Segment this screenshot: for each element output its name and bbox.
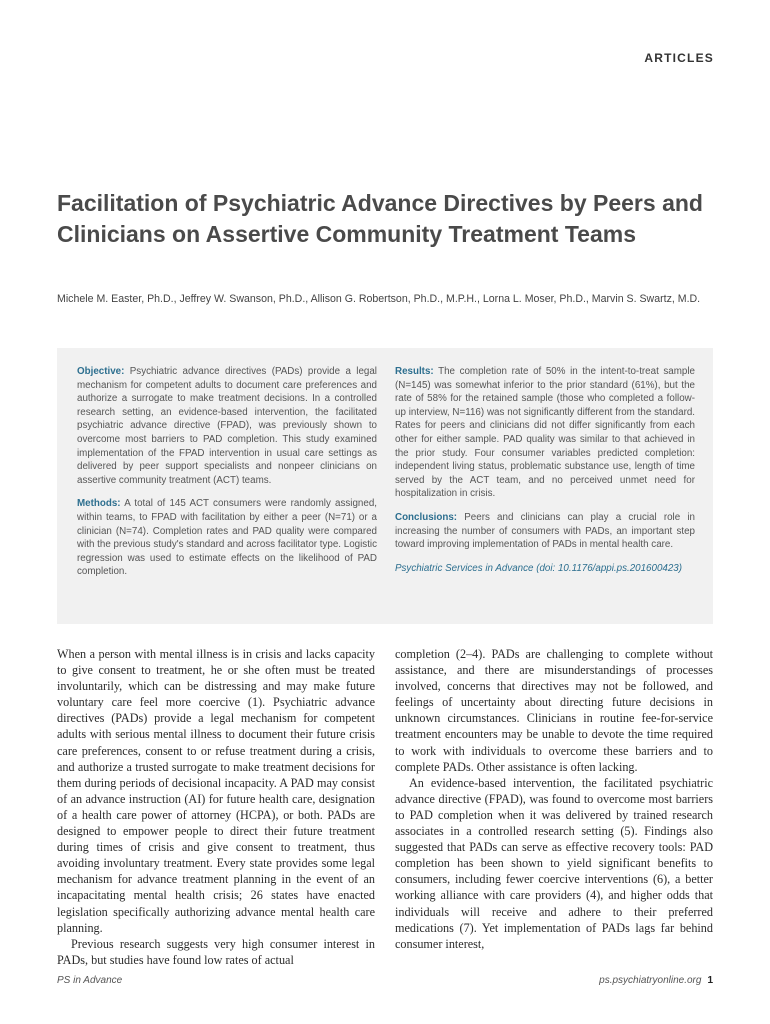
abstract-citation: Psychiatric Services in Advance (doi: 10.1176/appi.ps.201600423) xyxy=(395,562,683,574)
body-paragraph: completion (2–4). PADs are challenging to complete without assistance, and there are misunderstandings of processes involved, concerns that directives may not be followed, and feelings of uncertainty about directing future decisions in unknown circumstances. Clinicians in routine fee-for-service treatment encounters may be unable to devote the time required to work with individuals to overcome these barriers and to complete PADs. Other assistance is often lacking. xyxy=(395,647,713,774)
footer-right xyxy=(599,975,713,986)
abstract-box xyxy=(57,348,713,624)
abstract-results xyxy=(395,365,695,501)
body-right-column xyxy=(395,646,713,952)
objective-text: Psychiatric advance directives (PADs) provide a legal mechanism for competent adults to document care preferences and authorize a surrogate to make treatment decisions. In a controlled research setting, an evidence-based intervention, the facilitated psychiatric advance directive (FPAD), was previously shown to overcome most barriers to PAD completion. This study examined implementation of the FPAD intervention in usual care settings as delivered by peer support specialists and nonpeer clinicians on assertive community treatment (ACT) teams. xyxy=(77,366,377,486)
footer-journal: PS in Advance xyxy=(57,975,123,986)
author-list: Michele M. Easter, Ph.D., Jeffrey W. Swanson, Ph.D., Allison G. Robertson, Ph.D., M.P.H., Lorna L. Moser, Ph.D., Marvin S. Swartz, M.D. xyxy=(57,293,701,305)
body-paragraph: An evidence-based intervention, the facilitated psychiatric advance directive (FPAD), was found to overcome most barriers to PAD completion when it was delivered by trained research associates in a controlled research setting (5). Findings also suggested that PADs can serve as effective recovery tools: PAD completion has been shown to yield significant benefits to consumers, including fewer coercive interventions (6), a better working alliance with care providers (4), and higher odds that individuals will receive and adhere to their preferred medications (7). Yet implementation of PADs lags far behind consumer interest, xyxy=(395,775,713,951)
footer-url[interactable]: ps.psychiatryonline.org xyxy=(599,975,702,986)
abstract-methods xyxy=(77,497,377,579)
body-left-column xyxy=(57,646,375,968)
body-paragraph: When a person with mental illness is in crisis and lacks capacity to give consent to treatment, he or she often must be treated involuntarily, which can be distressing and may make future voluntary care feel more coercive (1). Psychiatric advance directives (PADs) provide a legal mechanism for competent adults with serious mental illness to document their future crisis care preferences, consent to or refuse treatment during a crisis, and authorize a trusted surrogate to make treatment decisions for them during periods of decisional incapacity. A PAD may consist of an advance instruction (AI) for future health care, designation of a health care power of attorney (HCPA), or both. PADs are designed to empower people to direct their future treatment during times of crisis and give consent to treatment, thus avoiding involuntary treatment. Every state provides some legal mechanism for advance treatment planning in the event of an incapacitating mental health crisis; 26 states have enacted legislation specifically authorizing advance mental health care planning. xyxy=(57,647,375,935)
abstract-left-column xyxy=(77,365,377,589)
objective-heading: Objective: xyxy=(77,366,125,377)
conclusions-heading: Conclusions: xyxy=(395,511,458,523)
abstract-objective xyxy=(77,365,377,487)
abstract-conclusions xyxy=(395,511,695,552)
abstract-right-column xyxy=(395,365,695,585)
results-heading: Results: xyxy=(395,366,434,377)
article-title: Facilitation of Psychiatric Advance Directives by Peers and Clinicians on Assertive Community Treatment Teams xyxy=(57,190,703,247)
body-paragraph: Previous research suggests very high consumer interest in PADs, but studies have found low rates of actual xyxy=(57,936,375,967)
conclusions-text: Peers and clinicians can play a crucial role in increasing the number of consumers with PADs, an important step toward improving implementation of PADs in mental health care. xyxy=(395,511,695,551)
page-number: 1 xyxy=(707,975,713,986)
results-text: The completion rate of 50% in the intent-to-treat sample (N=145) was somewhat inferior to the prior standard (61%), but the rate of 58% for the retained sample (those who completed a follow-up interview, N=116) was not significantly different from the standard. Rates for peers and clinicians did not differ significantly from each other for either sample. PAD quality was similar to that achieved in the prior study. Four consumer variables predicted completion: independent living status, problematic substance use, length of time served by the ACT team, and no perceived unmet need for hospitalization in crisis. xyxy=(395,366,695,500)
methods-text: A total of 145 ACT consumers were randomly assigned, within teams, to FPAD with facilitation by either a peer (N=71) or a clinician (N=74). Completion rates and PAD quality were compared with the previous study's standard and across facilitator type. Logistic regression was used to estimate effects on the likelihood of PAD completion. xyxy=(77,498,377,578)
section-label: ARTICLES xyxy=(644,51,714,65)
methods-heading: Methods: xyxy=(77,498,121,510)
